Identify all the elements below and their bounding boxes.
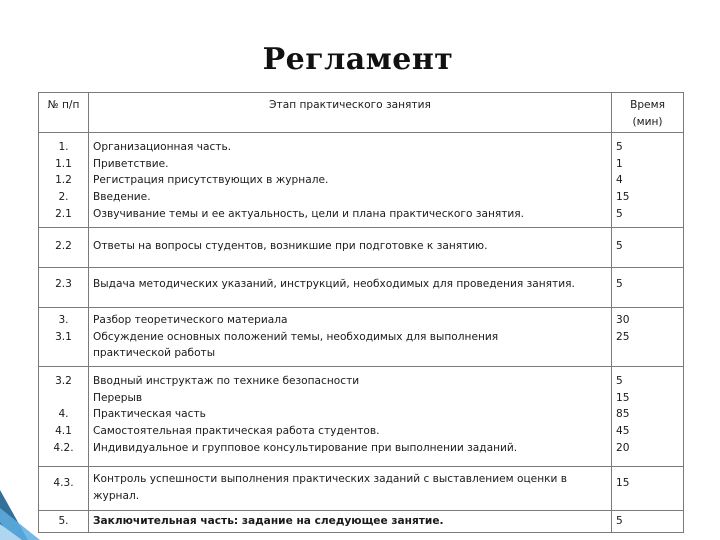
page-title: Регламент bbox=[262, 42, 454, 77]
row-stage-cell: Контроль успешности выполнения практических заданий с выставлением оценки в журнал. bbox=[89, 467, 612, 511]
row-stage-cell: Выдача методических указаний, инструкций, необходимых для проведения занятия. bbox=[89, 268, 612, 308]
row-time-cell: 5 bbox=[612, 268, 684, 308]
row-time-cell: 5 bbox=[612, 228, 684, 268]
table-row bbox=[39, 511, 684, 533]
table-row bbox=[39, 467, 684, 511]
row-num-cell: 1. 1.1 1.2 2. 2.1 bbox=[39, 133, 89, 228]
row-time-cell: 30 25 bbox=[612, 308, 684, 367]
row-num-cell: 4.3. bbox=[39, 467, 89, 511]
schedule-table bbox=[38, 92, 684, 533]
table-header-row bbox=[39, 93, 684, 133]
row-num-cell: 5. bbox=[39, 511, 89, 533]
row-stage-cell: Ответы на вопросы студентов, возникшие при подготовке к занятию. bbox=[89, 228, 612, 268]
row-stage-cell: Разбор теоретического материала Обсуждение основных положений темы, необходимых для выполнения практической работы bbox=[89, 308, 612, 367]
table-row bbox=[39, 133, 684, 228]
row-num-cell: 3.2 4. 4.1 4.2. bbox=[39, 367, 89, 467]
row-time-cell: 5 1 4 15 5 bbox=[612, 133, 684, 228]
row-num-cell: 3. 3.1 bbox=[39, 308, 89, 367]
table-row bbox=[39, 228, 684, 268]
header-num: № п/п bbox=[39, 93, 89, 133]
corner-decoration bbox=[0, 460, 60, 540]
row-num-cell: 2.2 bbox=[39, 228, 89, 268]
row-stage-cell: Организационная часть. Приветствие. Регистрация присутствующих в журнале. Введение. Озвучивание темы и ее актуальность, цели и плана практического занятия. bbox=[89, 133, 612, 228]
header-stage: Этап практического занятия bbox=[89, 93, 612, 133]
row-stage-cell: Вводный инструктаж по технике безопасности Перерыв Практическая часть Самостоятельная практическая работа студентов. Индивидуальное и групповое консультирование при выполнении заданий. bbox=[89, 367, 612, 467]
table-row bbox=[39, 367, 684, 467]
row-time-cell: 5 bbox=[612, 511, 684, 533]
row-num-cell: 2.3 bbox=[39, 268, 89, 308]
row-time-cell: 15 bbox=[612, 467, 684, 511]
row-time-cell: 5 15 85 45 20 bbox=[612, 367, 684, 467]
table-row bbox=[39, 268, 684, 308]
table-row bbox=[39, 308, 684, 367]
header-time: Время (мин) bbox=[612, 93, 684, 133]
row-stage-cell: Заключительная часть: задание на следующее занятие. bbox=[89, 511, 612, 533]
